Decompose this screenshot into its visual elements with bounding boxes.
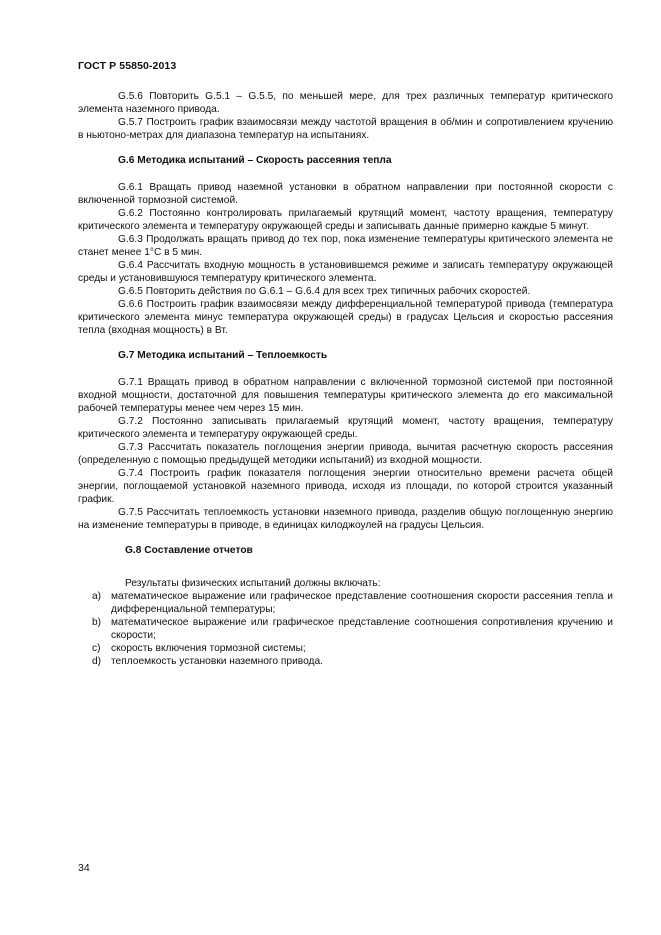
document-code: ГОСТ Р 55850-2013 (78, 60, 177, 72)
list-item (78, 616, 613, 642)
paragraph-g-7-4: G.7.4 Построить график показателя поглощения энергии относительно времени расчета общей энергии, поглощаемой установкой наземного привода, исходя из площади, по которой строится указанный график. (78, 468, 613, 505)
reports-list (78, 590, 613, 668)
list-item-text: скорость включения тормозной системы; (111, 643, 306, 654)
paragraph-g-6-1: G.6.1 Вращать привод наземной установки в обратном направлении при постоянной скорости с включенной тормозной системой. (78, 182, 613, 206)
list-item (78, 655, 613, 668)
paragraph-g-6-3: G.6.3 Продолжать вращать привод до тех пор, пока изменение температуры критического элемента не станет менее 1°С в 5 мин. (78, 234, 613, 258)
section-heading-g-7: G.7 Методика испытаний – Теплоемкость (118, 350, 328, 361)
paragraph-g-6-5: G.6.5 Повторить действия по G.6.1 – G.6.4 для всех трех типичных рабочих скоростей. (118, 286, 531, 297)
paragraph-g-7-5: G.7.5 Рассчитать теплоемкость установки наземного привода, разделив общую поглощенную энергию на изменение температуры в приводе, в единицах килоджоулей на градусы Цельсия. (78, 507, 613, 531)
reports-lead: Результаты физических испытаний должны включать: (125, 578, 381, 589)
list-marker: d) (92, 656, 102, 667)
paragraph-g-7-1: G.7.1 Вращать привод в обратном направлении с включенной тормозной системой при постоянной входной мощности, достаточной для повышения температуры критического элемента до его максимальной рабочей температуры менее чем через 15 мин. (78, 377, 613, 414)
list-item-text: теплоемкость установки наземного привода. (111, 656, 323, 667)
section-heading-g-6: G.6 Методика испытаний – Скорость рассеяния тепла (118, 155, 392, 166)
list-item (78, 590, 613, 616)
list-item (78, 642, 613, 655)
list-item-text: математическое выражение или графическое представление соотношения сопротивления кручению и скорости; (111, 617, 613, 641)
page-number: 34 (78, 862, 90, 874)
list-marker: c) (92, 643, 101, 654)
paragraph-g-6-6: G.6.6 Построить график взаимосвязи между дифференциальной температурой привода (температура критического элемента минус температура окружающей среды) в градусах Цельсия и скоростью рассеяния тепла (входная мощность) в Вт. (78, 299, 613, 336)
list-marker: b) (92, 617, 102, 628)
paragraph-g-6-2: G.6.2 Постоянно контролировать прилагаемый крутящий момент, частоту вращения, температуру критического элемента и температуру окружающей среды и записывать данные примерно каждые 5 минут. (78, 208, 613, 232)
paragraph-g-6-4: G.6.4 Рассчитать входную мощность в установившемся режиме и записать температуру окружающей среды и установившуюся температуру критического элемента. (78, 260, 613, 284)
list-item-text: математическое выражение или графическое представление соотношения скорости рассеяния тепла и дифференциальной температуры; (111, 591, 613, 615)
document-body (78, 90, 613, 668)
paragraph-g-5-7: G.5.7 Построить график взаимосвязи между частотой вращения в об/мин и сопротивлением кручению в ньютоно-метрах для диапазона температур на испытаниях. (78, 117, 613, 141)
list-marker: a) (92, 591, 102, 602)
section-heading-g-8: G.8 Составление отчетов (125, 545, 253, 556)
paragraph-g-7-3: G.7.3 Рассчитать показатель поглощения энергии привода, вычитая расчетную скорость рассеяния (определенную с помощью предыдущей методики испытаний) из входной мощности. (78, 442, 613, 466)
paragraph-g-5-6: G.5.6 Повторить G.5.1 – G.5.5, по меньшей мере, для трех различных температур критического элемента наземного привода. (78, 91, 613, 115)
paragraph-g-7-2: G.7.2 Постоянно записывать прилагаемый крутящий момент, частоту вращения, температуру критического элемента и температуру окружающей среды. (78, 416, 613, 440)
